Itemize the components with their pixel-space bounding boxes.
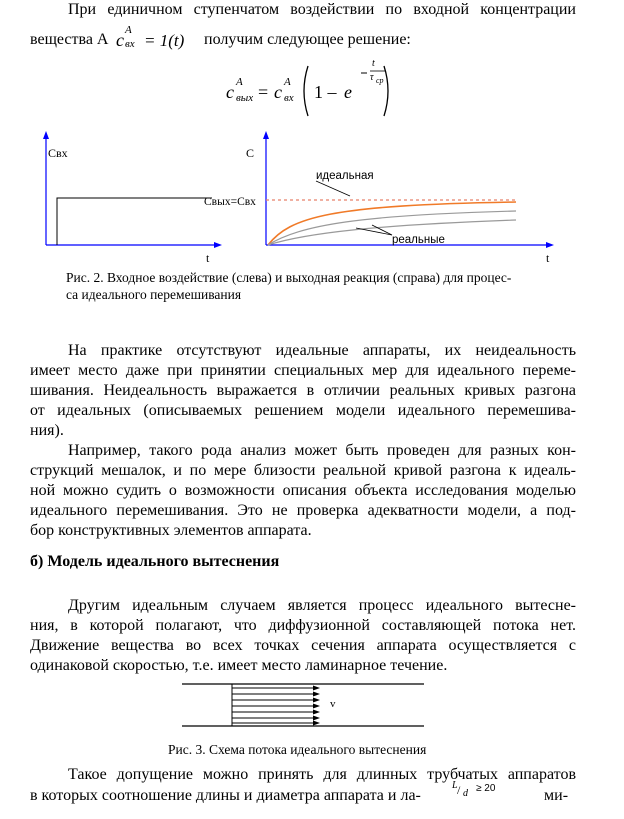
ratio-expression	[452, 780, 522, 806]
right-x-arrow	[546, 242, 554, 248]
paragraph-3-line-1: Например, такого рода анализ может быть проведен для разных кон-	[68, 442, 576, 459]
ratio-relation: ≥ 20	[476, 783, 496, 794]
formula2-exp-tau: τ	[370, 72, 374, 83]
paragraph-3-line-3: ной можно судить о возможности описания объекта исследования моделью	[30, 482, 576, 499]
left-ylabel: Cвх	[48, 146, 68, 160]
formula2-c-right: c	[274, 82, 282, 102]
paragraph-2-line-2: имеет место даже при принятии специальных мер для идеального переме-	[30, 362, 576, 379]
formula-sub: вх	[125, 38, 135, 50]
ratio-slash: /	[457, 783, 461, 797]
left-xlabel: t	[206, 251, 210, 265]
figure-2-caption-line-2: са идеального перемешивания	[66, 287, 242, 302]
left-plot	[43, 131, 222, 265]
label-level: Cвых=Cвх	[204, 196, 256, 208]
formula-c: c	[116, 30, 124, 50]
paragraph-1-line-1: При единичном ступенчатом воздействии по входной концентрации	[68, 1, 576, 18]
display-formula	[222, 60, 392, 122]
paragraph-5-line-1: Такое допущение можно принять для длинных трубчатых аппаратов	[68, 766, 576, 783]
paragraph-2-line-1: На практике отсутствуют идеальные аппараты, их неидеальность	[68, 342, 576, 359]
section-heading: б) Модель идеального вытеснения	[30, 553, 280, 570]
paragraph-5-line-2-end: ми-	[544, 787, 569, 804]
formula2-one-minus: 1 –	[314, 82, 337, 102]
label-ideal: идеальная	[316, 170, 374, 182]
right-y-arrow	[263, 131, 269, 139]
right-ylabel: C	[246, 146, 255, 160]
formula2-c-left: c	[226, 82, 234, 102]
paragraph-2-line-5: ния).	[30, 422, 64, 439]
figure-2	[0, 125, 624, 265]
label-real: реальные	[392, 234, 445, 246]
figure-3	[0, 680, 624, 732]
paragraph-3-line-4: идеального перемешивания. Это не проверка адекватности модели, а под-	[30, 502, 576, 519]
figure-2-caption-line-1: Рис. 2. Входное воздействие (слева) и выходная реакция (справа) для процес-	[66, 270, 512, 285]
inline-formula	[116, 26, 184, 54]
formula2-sup-right: A	[284, 76, 291, 88]
paragraph-4-line-2: ния, в которой полагают, что диффузионной составляющей потока нет.	[30, 617, 576, 634]
paragraph-1-line-2-start: вещества А	[30, 31, 109, 48]
paragraph-2-line-3: шивания. Неидеальность выражается в отличии реальных кривых разгона	[30, 382, 576, 399]
left-x-arrow	[214, 242, 222, 248]
paragraph-3-line-2: струкций мешалок, и по мере близости реальной кривой разгона к идеаль-	[30, 462, 576, 479]
right-xlabel: t	[546, 251, 550, 265]
paragraph-4-line-4: одинаковой скоростью, т.е. имеет место ламинарное течение.	[30, 657, 448, 674]
velocity-label: v	[330, 698, 336, 710]
formula2-e: e	[344, 82, 352, 102]
step-input	[57, 198, 212, 245]
paragraph-4-line-3: Движение вещества во всех точках сечения аппарата осуществляется с	[30, 637, 576, 654]
ratio-l: L	[452, 780, 458, 791]
formula2-equals: =	[258, 82, 269, 102]
paragraph-1-line-2-end: получим следующее решение:	[204, 31, 411, 48]
left-y-arrow	[43, 131, 49, 139]
formula2-sub-right: вх	[284, 92, 294, 104]
figure-3-caption: Рис. 3. Схема потока идеального вытеснения	[168, 742, 427, 757]
paragraph-3-line-5: бор конструктивных элементов аппарата.	[30, 522, 312, 539]
ratio-d: d	[463, 788, 468, 799]
ideal-pointer	[316, 181, 350, 196]
formula-eq: = 1(t)	[144, 31, 185, 50]
formula2-exp-num: t	[372, 58, 375, 69]
formula2-sup-left: A	[236, 76, 243, 88]
real-pointer-2	[356, 228, 392, 235]
paragraph-2-line-4: от идеальных (описываемых решением модели идеального перемешива-	[30, 402, 576, 419]
formula-sup: A	[125, 24, 132, 36]
paragraph-5-line-2-start: в которых соотношение длины и диаметра аппарата и ла-	[30, 787, 421, 804]
right-plot	[204, 131, 554, 265]
paragraph-4-line-1: Другим идеальным случаем является процесс идеального вытесне-	[68, 597, 576, 614]
formula2-exp-sub: ср	[376, 76, 384, 85]
formula2-sub-left: вых	[236, 92, 254, 104]
flow-arrows	[232, 686, 320, 726]
